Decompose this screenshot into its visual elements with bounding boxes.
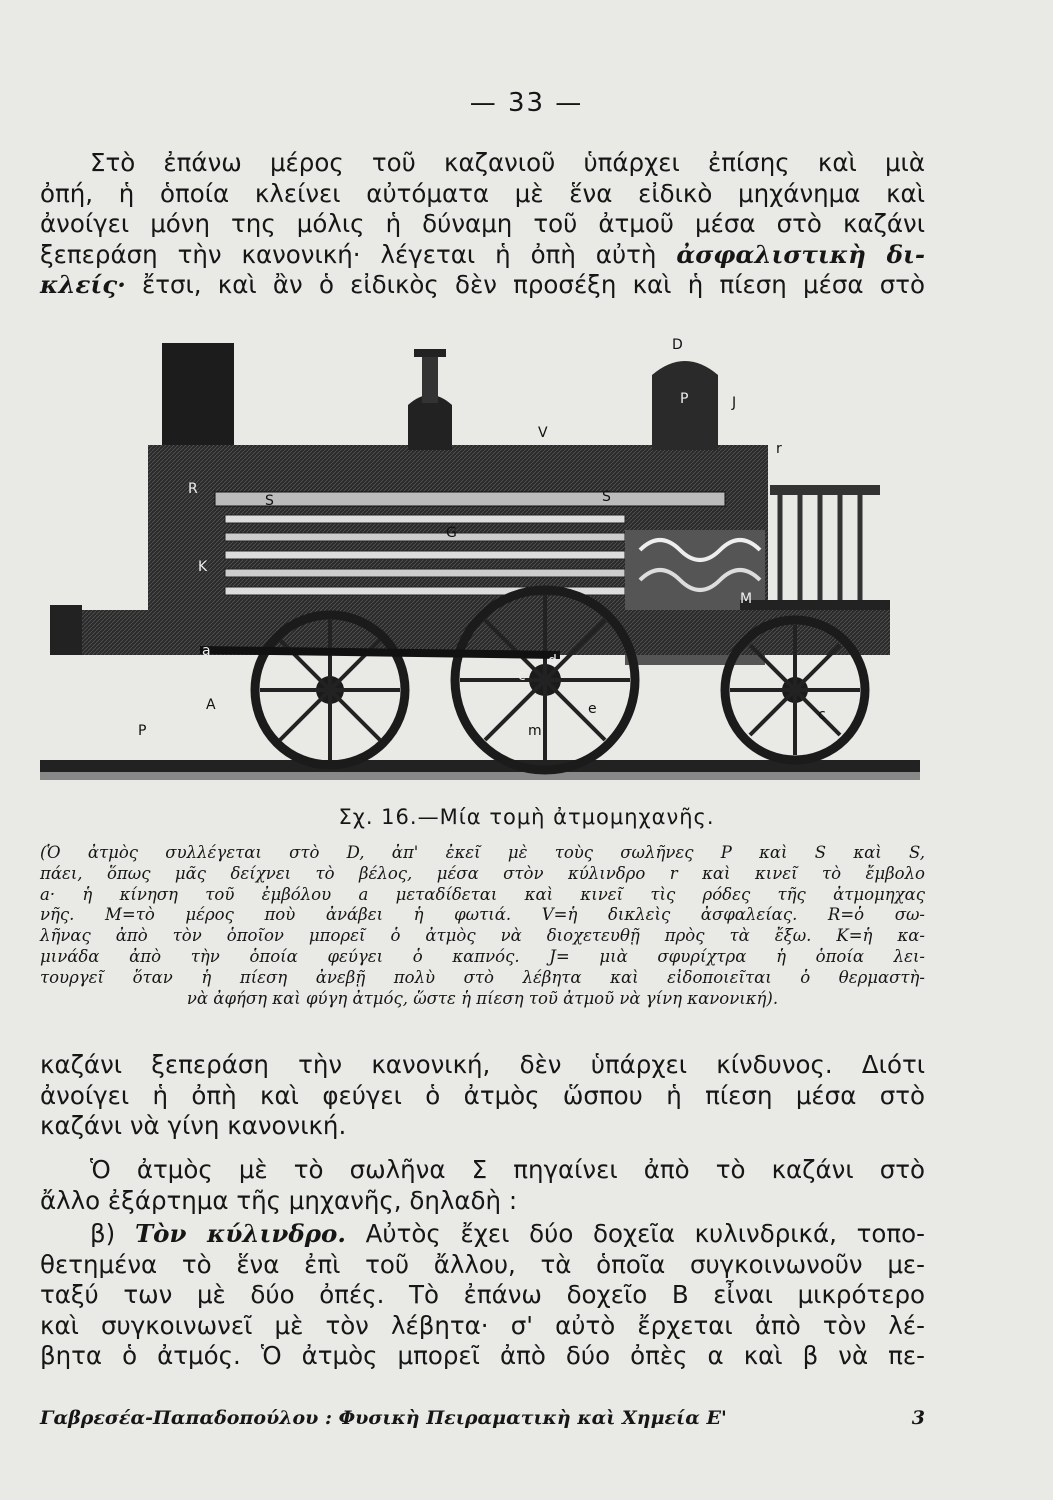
text-line: ἄλλο ἐξάρτημα τῆς μηχανῆς, δηλαδὴ : (40, 1185, 518, 1215)
text-line: ὀπή, ἡ ὁποία κλείνει αὐτόματα μὲ ἕνα εἰδικὸ μηχάνημα καὶ (40, 178, 925, 208)
label-G: G (446, 525, 457, 541)
wheel-rear (725, 620, 865, 760)
label-D: D (672, 337, 683, 353)
text-line: βητα ὁ ἀτμός. Ὁ ἀτμὸς μπορεῖ ἀπὸ δύο ὀπὲς α καὶ β νὰ πε- (40, 1341, 925, 1370)
note-line: λῆνας ἀπὸ τὸν ὁποῖον μπορεῖ ὁ ἀτμὸς νὰ διοχετευθῇ πρὸς τὰ ἔξω. K=ἡ κα- (40, 926, 925, 946)
label-M: M (740, 591, 753, 607)
note-line: τουργεῖ ὅταν ἡ πίεση ἀνεβῇ πολὺ στὸ λέβητα καὶ εἰδοποιεῖται ὁ θερμαστὴ- (40, 967, 925, 987)
label-P: P (680, 391, 689, 407)
note-line: πάει, ὅπως μᾶς δείχνει τὸ βέλος, μέσα στὸν κύλινδρο r καὶ κινεῖ τὸ ἔμβολο (40, 863, 925, 883)
chimney (162, 343, 234, 458)
label-c: c (518, 668, 526, 684)
emphasis-term: κλείς· (40, 270, 126, 299)
text-line: καζάνι νὰ γίνη κανονική. (40, 1111, 347, 1140)
text-line (40, 1219, 925, 1250)
label-c2: c (818, 707, 826, 723)
label-r: r (776, 441, 782, 457)
text-line: καζάνι ξεπεράση τὴν κανονική, δὲν ὑπάρχει κίνδυνος. Διότι (40, 1050, 925, 1079)
text-span: β) (90, 1219, 135, 1248)
buffer (50, 605, 82, 655)
label-d: d (548, 653, 557, 669)
rail-base (40, 772, 920, 780)
text-line: ἀνοίγει μόνη της μόλις ἡ δύναμη τοῦ ἀτμοῦ μέσα στὸ καζάνι (40, 209, 925, 238)
text-span: Αὐτὸς ἔχει δύο δοχεῖα κυλινδρικά, τοπο- (345, 1219, 925, 1248)
page-footer (40, 1407, 925, 1429)
label-S: S (265, 493, 274, 509)
label-K: K (198, 559, 208, 575)
figure-caption: Σχ. 16.—Μία τομὴ ἀτμομηχανῆς. (338, 805, 715, 829)
label-J: J (732, 395, 737, 411)
page-number: — 33 — (469, 88, 584, 118)
connecting-rod (200, 650, 560, 655)
text-line: καὶ συγκοινωνεῖ μὲ τὸν λέβητα· σ' αὐτὸ ἔρχεται ἀπὸ τὸν λέ- (40, 1310, 925, 1340)
label-a: a (202, 643, 211, 659)
label-A: A (206, 697, 216, 713)
safety-valve (408, 395, 452, 450)
wheel-middle (455, 590, 635, 770)
note-line: νῆς. M=τὸ μέρος ποὺ ἀνάβει ἡ φωτιά. V=ἡ δικλεὶς ἀσφαλείας. R=ὁ σω- (40, 905, 925, 925)
text-line (40, 270, 925, 301)
note-line: μινάδα ἀπὸ τὴν ὁποία φεύγει ὁ καπνός. J= μιὰ σφυρίχτρα ἡ ὁποία λει- (40, 946, 925, 966)
text-span: ἔτσι, καὶ ἂν ὁ εἰδικὸς δὲν προσέξη καὶ ἡ πίεση μέσα στὸ (125, 270, 925, 299)
label-V: V (538, 425, 548, 441)
lower-paragraph-3 (40, 1219, 925, 1372)
text-line: ἀνοίγει ἡ ὀπὴ καὶ φεύγει ὁ ἀτμὸς ὥσπου ἡ πίεση μέσα στὸ (40, 1080, 925, 1110)
text-span: ξεπεράση τὴν κανονική· λέγεται ἡ ὀπὴ αὐτὴ (40, 239, 657, 269)
sheet-number: 3 (911, 1407, 925, 1429)
note-line: νὰ ἀφήση καὶ φύγη ἀτμός, ὥστε ἡ πίεση τοῦ ἀτμοῦ νὰ γίνη κανονική). (186, 988, 779, 1008)
label-P2: P (138, 723, 147, 739)
note-line: (Ὁ ἀτμὸς συλλέγεται στὸ D, ἀπ' ἐκεῖ μὲ τοὺς σωλῆνες P καὶ S καὶ S, (40, 843, 925, 862)
wheel-front (255, 615, 405, 765)
label-e: e (588, 701, 597, 717)
label-R: R (188, 481, 198, 497)
top-paragraph (40, 148, 925, 301)
figure-note (40, 843, 925, 1009)
label-S2: S (602, 489, 611, 505)
lower-paragraph-1 (40, 1050, 925, 1142)
lower-paragraph-2 (40, 1155, 925, 1216)
footer-text: Γαβρεσέα-Παπαδοπούλου : Φυσικὴ Πειραματικὴ καὶ Χημεία Ε' (40, 1407, 727, 1429)
text-line (40, 240, 925, 271)
emphasis-term: Τὸν κύλινδρο. (134, 1219, 346, 1248)
text-line: Στὸ ἐπάνω μέρος τοῦ καζανιοῦ ὑπάρχει ἐπίσης καὶ μιὰ (90, 148, 925, 177)
text-line: θετημένα τὸ ἕνα ἐπὶ τοῦ ἄλλου, τὰ ὁποῖα συγκοινωνοῦν με- (40, 1249, 925, 1279)
text-line: ταξύ των μὲ δύο ὀπές. Τὸ ἐπάνω δοχεῖο B εἶναι μικρότερο (40, 1280, 925, 1309)
label-m: m (528, 723, 542, 739)
text-line: Ὁ ἀτμὸς μὲ τὸ σωλῆνα Σ πηγαίνει ἀπὸ τὸ καζάνι στὸ (90, 1155, 925, 1184)
locomotive-figure (40, 335, 920, 795)
emphasis-term: ἀσφαλιστικὴ δι- (676, 239, 926, 269)
note-line: a· ἡ κίνηση τοῦ ἐμβόλου a μεταδίδεται καὶ κινεῖ τὶς ρόδες τῆς ἀτμομηχας (40, 884, 925, 904)
